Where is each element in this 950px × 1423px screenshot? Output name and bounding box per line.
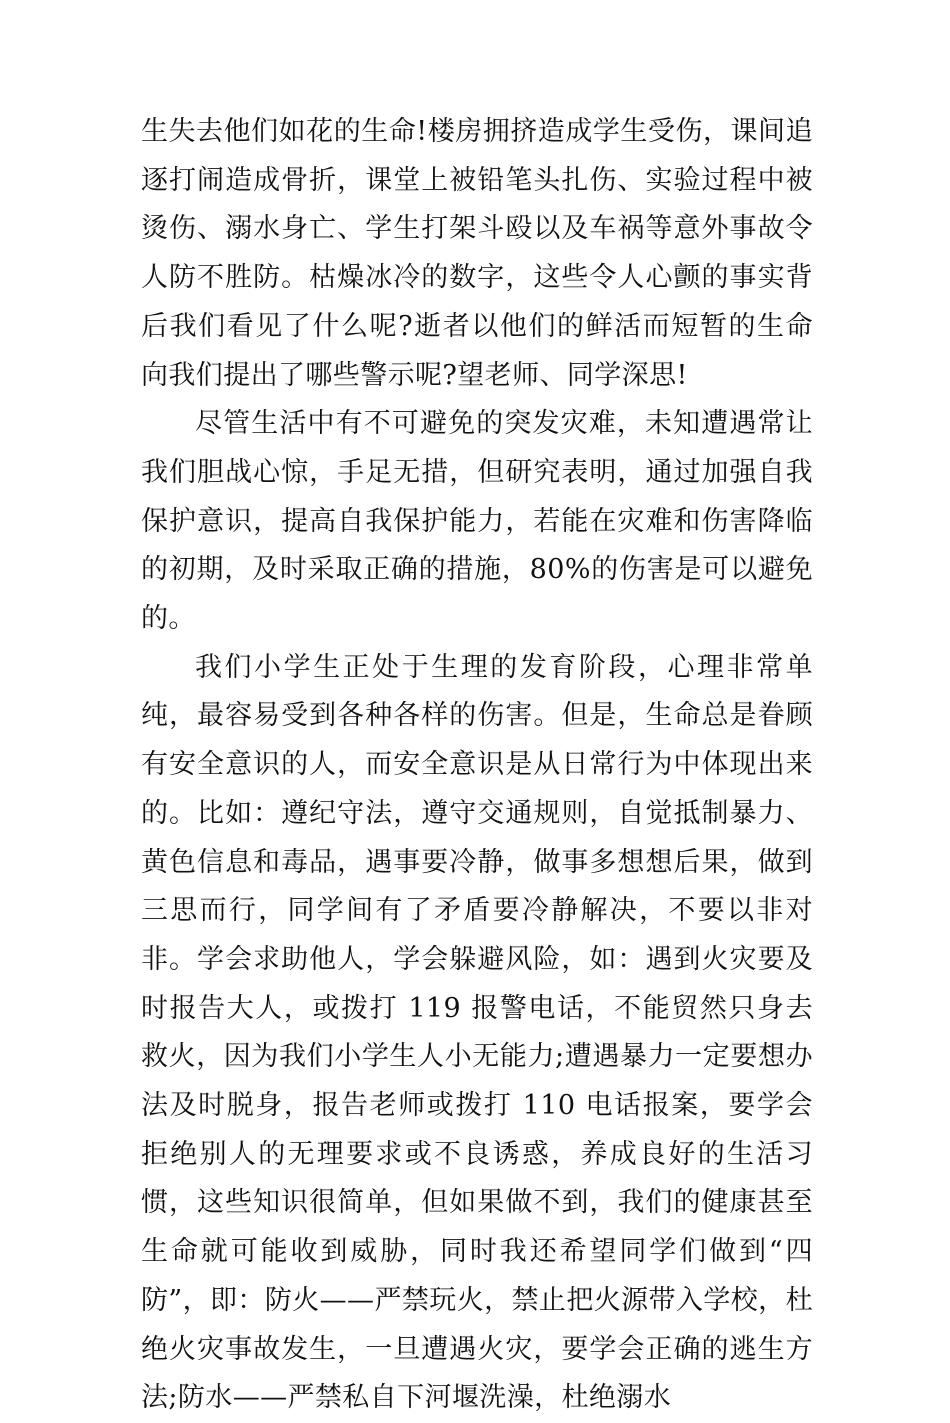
paragraph-1: 生失去他们如花的生命!楼房拥挤造成学生受伤，课间追逐打闹造成骨折，课堂上被铅笔头扎伤、实验过程中被烫伤、溺水身亡、学生打架斗殴以及车祸等意外事故令人防不胜防。枯燥冰冷的数字，这些令人心颤的事实背后我们看见了什么呢?逝者以他们的鲜活而短暂的生命向我们提出了哪些警示呢?望老师、同学深思! — [141, 116, 813, 391]
paragraph-3: 我们小学生正处于生理的发育阶段，心理非常单纯，最容易受到各种各样的伤害。但是，生命总是眷顾有安全意识的人，而安全意识是从日常行为中体现出来的。比如：遵纪守法，遵守交通规则，自觉抵制暴力、黄色信息和毒品，遇事要冷静，做事多想想后果，做到三思而行，同学间有了矛盾要冷静解决，不要以非对非。学会求助他人，学会躲避风险，如：遇到火灾要及时报告大人，或拨打 119 报警电话，不能贸然只身去救火，因为我们小学生人小无能力;遭遇暴力一定要想办法及时脱身，报告老师或拨打 110 电话报案，要学会拒绝别人的无理要求或不良诱惑，养成良好的生活习惯，这些知识很简单，但如果做不到，我们的健康甚至生命就可能收到威胁，同时我还希望同学们做到“四防”，即：防火——严禁玩火，禁止把火源带入学校，杜绝火灾事故发生，一旦遭遇火灾，要学会正确的逃生方法;防水——严禁私自下河堰洗澡，杜绝溺水 — [141, 651, 813, 1414]
document-body — [141, 108, 813, 1423]
paragraph-2: 尽管生活中有不可避免的突发灾难，未知遭遇常让我们胆战心惊，手足无措，但研究表明，通过加强自我保护意识，提高自我保护能力，若能在灾难和伤害降临的初期，及时采取正确的措施，80%的伤害是可以避免的。 — [141, 408, 813, 635]
